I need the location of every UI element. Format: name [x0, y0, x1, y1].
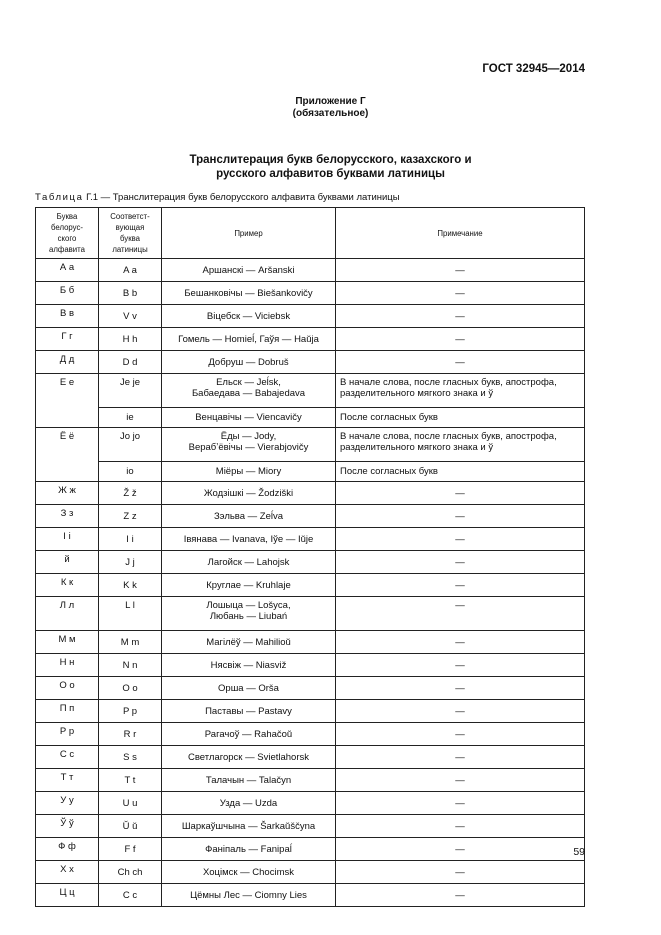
header-note: Примечание	[336, 208, 585, 259]
example-line: Магілёў — Mahilioŭ	[206, 636, 291, 648]
cell-note	[336, 838, 585, 861]
example-line: Аршанскі — Aršanski	[202, 264, 295, 276]
cell-belarusian-letter: У у	[36, 792, 99, 815]
cell-note	[336, 551, 585, 574]
annex-title: Приложение Г	[295, 96, 366, 107]
cell-belarusian-letter: К к	[36, 574, 99, 597]
cell-note	[336, 700, 585, 723]
table-row	[36, 428, 585, 462]
header-letter-line: Буква	[56, 212, 78, 221]
example-line: Верабʼёвічы — Vierabjovičy	[188, 442, 309, 453]
cell-latin-letter: Jo jo	[99, 428, 162, 462]
header-letter-line: ского	[57, 234, 77, 243]
cell-note	[336, 597, 585, 631]
note-line: —	[455, 659, 465, 671]
example-line: Талачын — Talačyn	[205, 774, 292, 786]
cell-example	[162, 482, 336, 505]
example-line: Міёры — Miory	[215, 466, 282, 477]
cell-belarusian-letter: Т т	[36, 769, 99, 792]
cell-example	[162, 815, 336, 838]
table-header-row	[36, 208, 585, 259]
cell-example	[162, 328, 336, 351]
cell-belarusian-letter: Ф ф	[36, 838, 99, 861]
header-latin-line: вующая	[115, 223, 145, 232]
table-row	[36, 282, 585, 305]
cell-example	[162, 505, 336, 528]
cell-note	[336, 769, 585, 792]
table-caption-label: Таблица	[35, 192, 84, 203]
note-line: В начале слова, после гласных букв, апострофа,	[340, 431, 557, 442]
example-line: Круглае — Kruhlaje	[206, 579, 291, 591]
note-line: —	[455, 774, 465, 786]
cell-belarusian-letter: З з	[36, 505, 99, 528]
table-row	[36, 259, 585, 282]
note-line: —	[455, 310, 465, 322]
cell-note	[336, 746, 585, 769]
table-row	[36, 769, 585, 792]
table-row	[36, 700, 585, 723]
cell-example	[162, 428, 336, 462]
example-line: Хоцімск — Chocimsk	[203, 866, 294, 878]
table-row	[36, 462, 585, 482]
cell-belarusian-letter: Ж ж	[36, 482, 99, 505]
example-line: Добруш — Dobruš	[208, 356, 289, 368]
cell-latin-letter: R r	[99, 723, 162, 746]
cell-example	[162, 723, 336, 746]
cell-latin-letter: S s	[99, 746, 162, 769]
table-row	[36, 838, 585, 861]
note-line: —	[455, 636, 465, 648]
cell-note	[336, 677, 585, 700]
cell-latin-letter: Z z	[99, 505, 162, 528]
cell-latin-letter: Ch ch	[99, 861, 162, 884]
cell-example	[162, 259, 336, 282]
example-line: Івянава — Ivanava, Іўе — Iŭje	[183, 533, 314, 545]
example-line: Паставы — Pastavy	[205, 705, 292, 717]
cell-latin-letter: P p	[99, 700, 162, 723]
cell-note	[336, 884, 585, 907]
note-line: —	[455, 287, 465, 299]
table-body	[36, 259, 585, 907]
cell-example	[162, 677, 336, 700]
header-letter-line: алфавита	[49, 245, 85, 254]
cell-note	[336, 631, 585, 654]
cell-note	[336, 282, 585, 305]
cell-note	[336, 528, 585, 551]
table-caption-text: Г.1 — Транслитерация букв белорусского алфавита буквами латиницы	[83, 192, 400, 203]
cell-belarusian-letter: М м	[36, 631, 99, 654]
cell-latin-letter: io	[99, 462, 162, 482]
cell-latin-letter: A a	[99, 259, 162, 282]
cell-note	[336, 328, 585, 351]
table-row	[36, 528, 585, 551]
table-row	[36, 723, 585, 746]
cell-example	[162, 574, 336, 597]
example-line: Фаніпаль — Fanipaĺ	[205, 843, 292, 855]
cell-note	[336, 574, 585, 597]
header-latin-line: латиницы	[112, 245, 148, 254]
cell-example	[162, 462, 336, 482]
cell-belarusian-letter: Х х	[36, 861, 99, 884]
section-title-line1: Транслитерация букв белорусского, казахского и	[189, 154, 472, 166]
transliteration-table	[35, 207, 585, 907]
header-example: Пример	[162, 208, 336, 259]
cell-belarusian-letter: Р р	[36, 723, 99, 746]
cell-example	[162, 374, 336, 408]
cell-note	[336, 792, 585, 815]
table-row	[36, 746, 585, 769]
note-line: —	[455, 797, 465, 809]
cell-example	[162, 631, 336, 654]
cell-example	[162, 838, 336, 861]
table-row	[36, 482, 585, 505]
example-line: Узда — Uzda	[219, 797, 278, 809]
cell-note	[336, 374, 585, 408]
example-line: Лошыца — Lošyca,	[206, 600, 291, 611]
cell-example	[162, 746, 336, 769]
cell-example	[162, 408, 336, 428]
header-letter	[36, 208, 99, 259]
cell-note	[336, 723, 585, 746]
table-row	[36, 597, 585, 631]
cell-latin-letter: I i	[99, 528, 162, 551]
cell-example	[162, 861, 336, 884]
note-line: —	[455, 600, 465, 611]
table-row	[36, 305, 585, 328]
cell-latin-letter: ie	[99, 408, 162, 428]
note-line: —	[455, 889, 465, 901]
cell-belarusian-letter: й	[36, 551, 99, 574]
cell-belarusian-letter: Д д	[36, 351, 99, 374]
example-line: Орша — Orša	[218, 682, 279, 694]
example-line: Гомель — Homieĺ, Гаўя — Haŭja	[178, 333, 319, 345]
cell-latin-letter: N n	[99, 654, 162, 677]
example-line: Светлагорск — Svietlahorsk	[188, 751, 309, 763]
example-line: Венцавічы — Viencavičy	[195, 412, 302, 423]
cell-latin-letter: Je je	[99, 374, 162, 408]
cell-latin-letter: M m	[99, 631, 162, 654]
table-caption	[35, 192, 400, 203]
cell-note	[336, 305, 585, 328]
cell-belarusian-letter: В в	[36, 305, 99, 328]
cell-belarusian-letter: І і	[36, 528, 99, 551]
table-row	[36, 351, 585, 374]
note-line: —	[455, 533, 465, 545]
table-row	[36, 574, 585, 597]
note-line: разделительного мягкого знака и ў	[340, 442, 494, 453]
cell-example	[162, 528, 336, 551]
table-row	[36, 551, 585, 574]
cell-note	[336, 428, 585, 462]
example-line: Нясвіж — Niasviž	[210, 659, 287, 671]
cell-belarusian-letter: Ё ё	[36, 428, 99, 482]
header-latin-line: Соответст-	[110, 212, 150, 221]
cell-note	[336, 259, 585, 282]
cell-example	[162, 351, 336, 374]
cell-belarusian-letter: Е е	[36, 374, 99, 428]
note-line: —	[455, 682, 465, 694]
cell-note	[336, 654, 585, 677]
cell-latin-letter: J j	[99, 551, 162, 574]
note-line: —	[455, 510, 465, 522]
cell-example	[162, 597, 336, 631]
cell-example	[162, 551, 336, 574]
note-line: —	[455, 866, 465, 878]
table-row	[36, 631, 585, 654]
example-line: Ельск — Jeĺsk,	[216, 377, 281, 388]
example-line: Жодзішкі — Žodziški	[203, 487, 294, 499]
example-line: Рагачоў — Rahačoŭ	[204, 728, 293, 740]
cell-belarusian-letter: Г г	[36, 328, 99, 351]
cell-latin-letter: F f	[99, 838, 162, 861]
page-number: 59	[573, 846, 585, 858]
cell-latin-letter: O o	[99, 677, 162, 700]
table-row	[36, 815, 585, 838]
cell-latin-letter: Ž ž	[99, 482, 162, 505]
cell-example	[162, 769, 336, 792]
cell-belarusian-letter: Н н	[36, 654, 99, 677]
table-row	[36, 792, 585, 815]
cell-example	[162, 884, 336, 907]
cell-latin-letter: V v	[99, 305, 162, 328]
cell-example	[162, 792, 336, 815]
cell-latin-letter: B b	[99, 282, 162, 305]
cell-latin-letter: L l	[99, 597, 162, 631]
table-row	[36, 861, 585, 884]
cell-example	[162, 700, 336, 723]
cell-example	[162, 654, 336, 677]
note-line: В начале слова, после гласных букв, апострофа,	[340, 377, 557, 388]
note-line: —	[455, 264, 465, 276]
note-line: разделительного мягкого знака и ў	[340, 388, 494, 399]
note-line: —	[455, 843, 465, 855]
cell-latin-letter: D d	[99, 351, 162, 374]
cell-belarusian-letter: С с	[36, 746, 99, 769]
cell-belarusian-letter: А а	[36, 259, 99, 282]
example-line: Бешанковічы — Biešankovičy	[184, 287, 313, 299]
section-title-line2: русского алфавитов буквами латиницы	[216, 168, 445, 180]
note-line: —	[455, 820, 465, 832]
cell-note	[336, 462, 585, 482]
note-line: —	[455, 728, 465, 740]
note-line: —	[455, 579, 465, 591]
cell-belarusian-letter: П п	[36, 700, 99, 723]
note-line: —	[455, 751, 465, 763]
table-row	[36, 677, 585, 700]
example-line: Лагойск — Lahojsk	[207, 556, 290, 568]
table-row	[36, 654, 585, 677]
cell-example	[162, 282, 336, 305]
example-line: Бабаедава — Babajedava	[191, 388, 306, 399]
cell-latin-letter: H h	[99, 328, 162, 351]
annex-status: (обязательное)	[292, 108, 369, 119]
cell-note	[336, 482, 585, 505]
cell-note	[336, 505, 585, 528]
header-latin	[99, 208, 162, 259]
cell-note	[336, 815, 585, 838]
example-line: Шаркаўшчына — Šarkaŭščyna	[181, 820, 316, 832]
cell-note	[336, 861, 585, 884]
note-line: —	[455, 487, 465, 499]
table-row	[36, 884, 585, 907]
header-letter-line: белорус-	[51, 223, 83, 232]
cell-belarusian-letter: Л л	[36, 597, 99, 631]
cell-belarusian-letter: Ў ў	[36, 815, 99, 838]
table-row	[36, 374, 585, 408]
example-line: Віцебск — Viciebsk	[206, 310, 291, 322]
cell-example	[162, 305, 336, 328]
cell-note	[336, 408, 585, 428]
cell-belarusian-letter: О о	[36, 677, 99, 700]
note-line: —	[455, 705, 465, 717]
table-row	[36, 408, 585, 428]
cell-latin-letter: Ŭ ŭ	[99, 815, 162, 838]
cell-note	[336, 351, 585, 374]
note-line: —	[455, 356, 465, 368]
example-line: Цёмны Лес — Ciomny Lies	[190, 889, 307, 901]
cell-latin-letter: U u	[99, 792, 162, 815]
header-latin-line: буква	[120, 234, 140, 243]
note-line: После согласных букв	[340, 466, 438, 477]
cell-belarusian-letter: Б б	[36, 282, 99, 305]
example-line: Зэльва — Zeĺva	[213, 510, 284, 522]
note-line: —	[455, 556, 465, 568]
note-line: После согласных букв	[340, 412, 438, 423]
table-row	[36, 328, 585, 351]
cell-belarusian-letter: Ц ц	[36, 884, 99, 907]
example-line: Любань — Liubań	[209, 611, 288, 622]
cell-latin-letter: T t	[99, 769, 162, 792]
example-line: Ёды — Jody,	[220, 431, 277, 442]
standard-designation: ГОСТ 32945—2014	[482, 63, 585, 75]
cell-latin-letter: K k	[99, 574, 162, 597]
table-row	[36, 505, 585, 528]
note-line: —	[455, 333, 465, 345]
cell-latin-letter: C c	[99, 884, 162, 907]
